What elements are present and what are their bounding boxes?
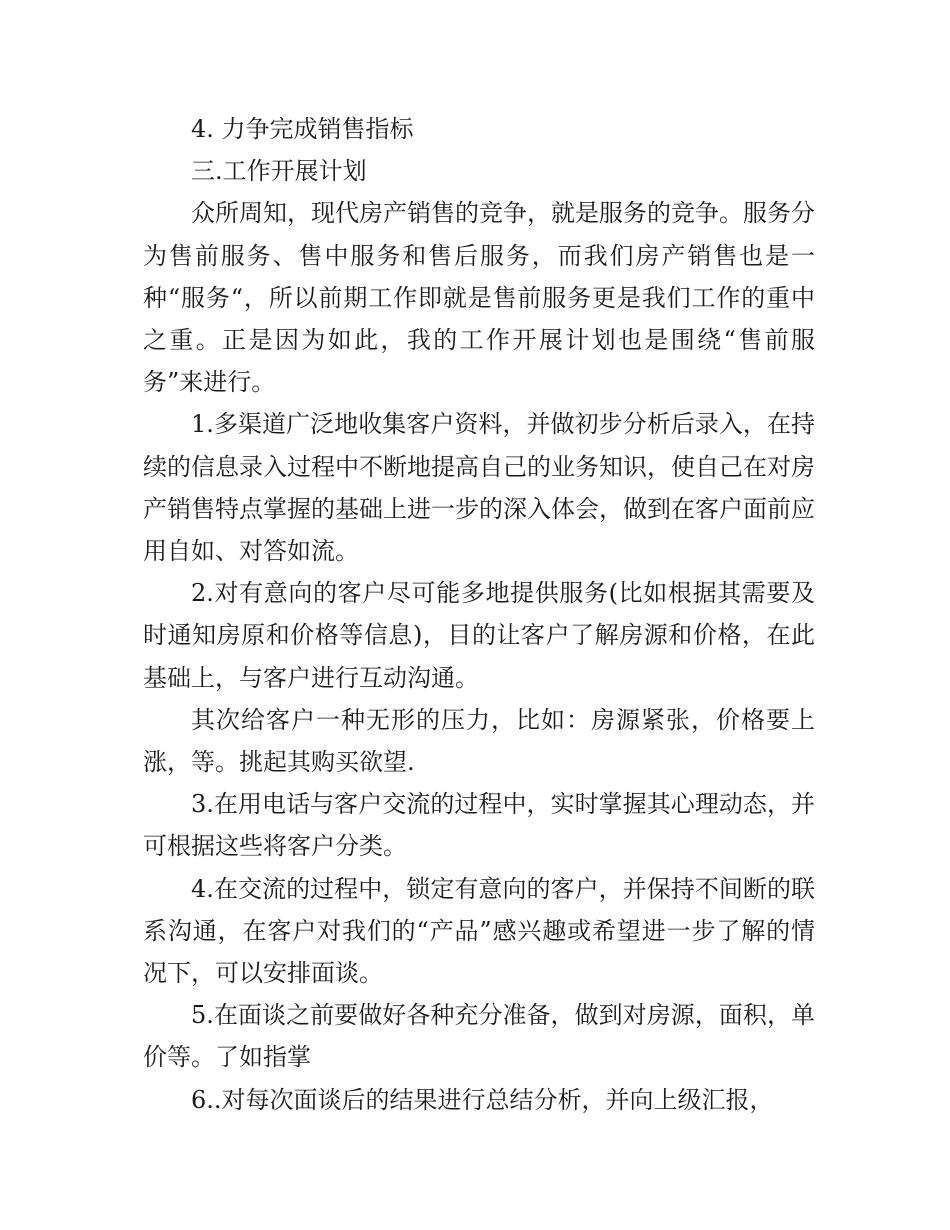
plan-item-2-continued: 其次给客户一种无形的压力，比如：房源紧张，价格要上涨，等。挑起其购买欲望. xyxy=(143,705,815,777)
plan-item-2: 2.对有意向的客户尽可能多地提供服务(比如根据其需要及时通知房原和价格等信息)，目的让客户了解房源和价格，在此基础上，与客户进行互动沟通。 xyxy=(143,579,815,692)
plan-item-1: 1.多渠道广泛地收集客户资料，并做初步分析后录入，在持续的信息录入过程中不断地提高自己的业务知识，使自己在对房产销售特点掌握的基础上进一步的深入体会，做到在客户面前应用自如、对答如流。 xyxy=(143,410,815,566)
plan-item-6: 6..对每次面谈后的结果进行总结分析，并向上级汇报， xyxy=(191,1085,774,1114)
section-heading-work-plan: 三.工作开展计划 xyxy=(191,157,367,186)
intro-paragraph: 众所周知，现代房产销售的竞争，就是服务的竞争。服务分为售前服务、售中服务和售后服务，而我们房产销售也是一种“服务“，所以前期工作即就是售前服务更是我们工作的重中之重。正是因为如此，我的工作开展计划也是围绕“售前服务”来进行。 xyxy=(143,199,815,397)
plan-item-4: 4.在交流的过程中，锁定有意向的客户，并保持不间断的联系沟通，在客户对我们的“产品”感兴趣或希望进一步了解的情况下，可以安排面谈。 xyxy=(143,874,815,988)
goal-item-4: 4. 力争完成销售指标 xyxy=(191,115,414,143)
plan-item-3: 3.在用电话与客户交流的过程中，实时掌握其心理动态，并可根据这些将客户分类。 xyxy=(143,790,815,861)
document-body xyxy=(143,108,815,1121)
plan-item-5: 5.在面谈之前要做好各种充分准备，做到对房源，面积，单价等。了如指掌 xyxy=(143,1001,815,1072)
